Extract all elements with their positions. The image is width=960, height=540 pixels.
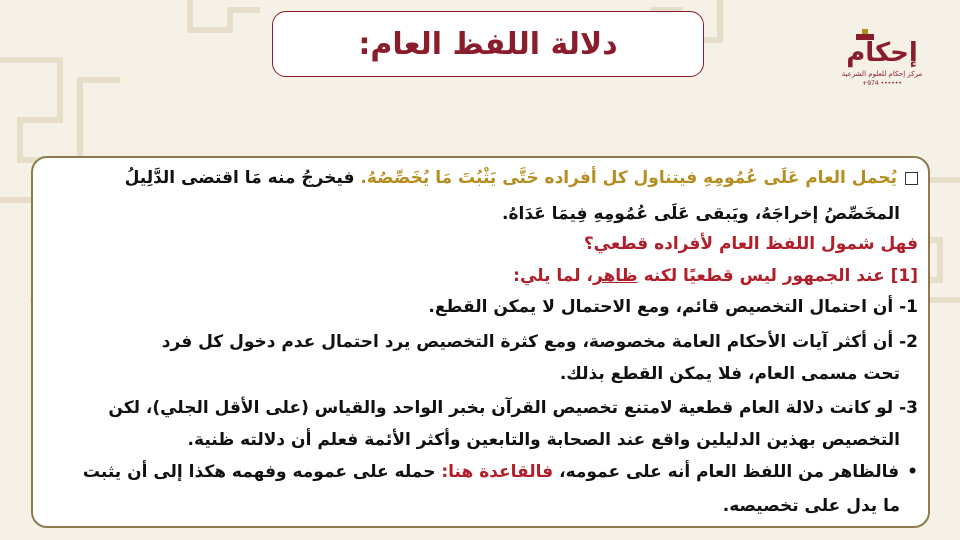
conclusion-suffix: حمله على عمومه وفهمه هكذا إلى أن يثبت	[82, 462, 442, 482]
conclusion-line-2: ما يدل على تخصيصه.	[722, 496, 900, 516]
logo	[840, 24, 924, 94]
bullet-icon: •	[907, 462, 918, 482]
list-item-2-line-2: تحت مسمى العام، فلا يمكن القطع بذلك.	[559, 364, 900, 384]
rule-continuation: فيخرجُ منه مَا اقتضى الدَّلِيلُ	[124, 168, 361, 188]
rule-statement: يُحمل العام عَلَى عُمُومِهِ فيتناول كل أفراده حَتَّى يَثْبُتَ مَا يُخَصِّصُهُ.	[360, 168, 897, 188]
page-title: دلالة اللفظ العام:	[358, 26, 618, 62]
conclusion-prefix: فالظاهر من اللفظ العام أنه على عمومه،	[553, 462, 900, 482]
list-item-3-line-1: 3- لو كانت دلالة العام قطعية لامتنع تخصيص القرآن بخبر الواحد والقياس (على الأقل الجلي)، لكن	[108, 398, 918, 418]
question-heading: فهل شمول اللفظ العام لأفراده قطعي؟	[583, 234, 918, 254]
paragraph-1-line-2: المخَصِّصُ إخراجَهُ، ويَبقى عَلَى عُمُومِهِ فِيمَا عَدَاهُ.	[502, 204, 900, 224]
logo-subtitle: مركز إحكام للعلوم الشرعية	[841, 70, 923, 78]
list-item-2-line-1: 2- أن أكثر آيات الأحكام العامة مخصوصة، ومع كثرة التخصيص يرد احتمال عدم دخول كل فرد	[161, 332, 918, 352]
list-item-3-line-2: التخصيص بهذين الدليلين واقع عند الصحابة والتابعين وأكثر الأئمة فعلم أن دلالته ظنية.	[187, 430, 900, 450]
title-box	[272, 11, 704, 77]
logo-text: إحكام	[846, 38, 918, 68]
answer-heading	[513, 264, 918, 288]
answer-suffix: ، لما يلي:	[513, 266, 593, 286]
list-item-1: 1- أن احتمال التخصيص قائم، ومع الاحتمال لا يمكن القطع.	[428, 297, 918, 317]
paragraph-1-line-1	[125, 166, 918, 190]
checkbox-bullet-icon	[905, 172, 918, 185]
logo-contact: +974 ••••••	[862, 80, 902, 87]
answer-underlined: ظاهر	[592, 266, 638, 286]
conclusion-line-1	[83, 460, 918, 484]
answer-prefix: [1] عند الجمهور ليس قطعيًا لكنه	[637, 266, 918, 286]
rule-label: فالقاعدة هنا:	[441, 462, 554, 482]
